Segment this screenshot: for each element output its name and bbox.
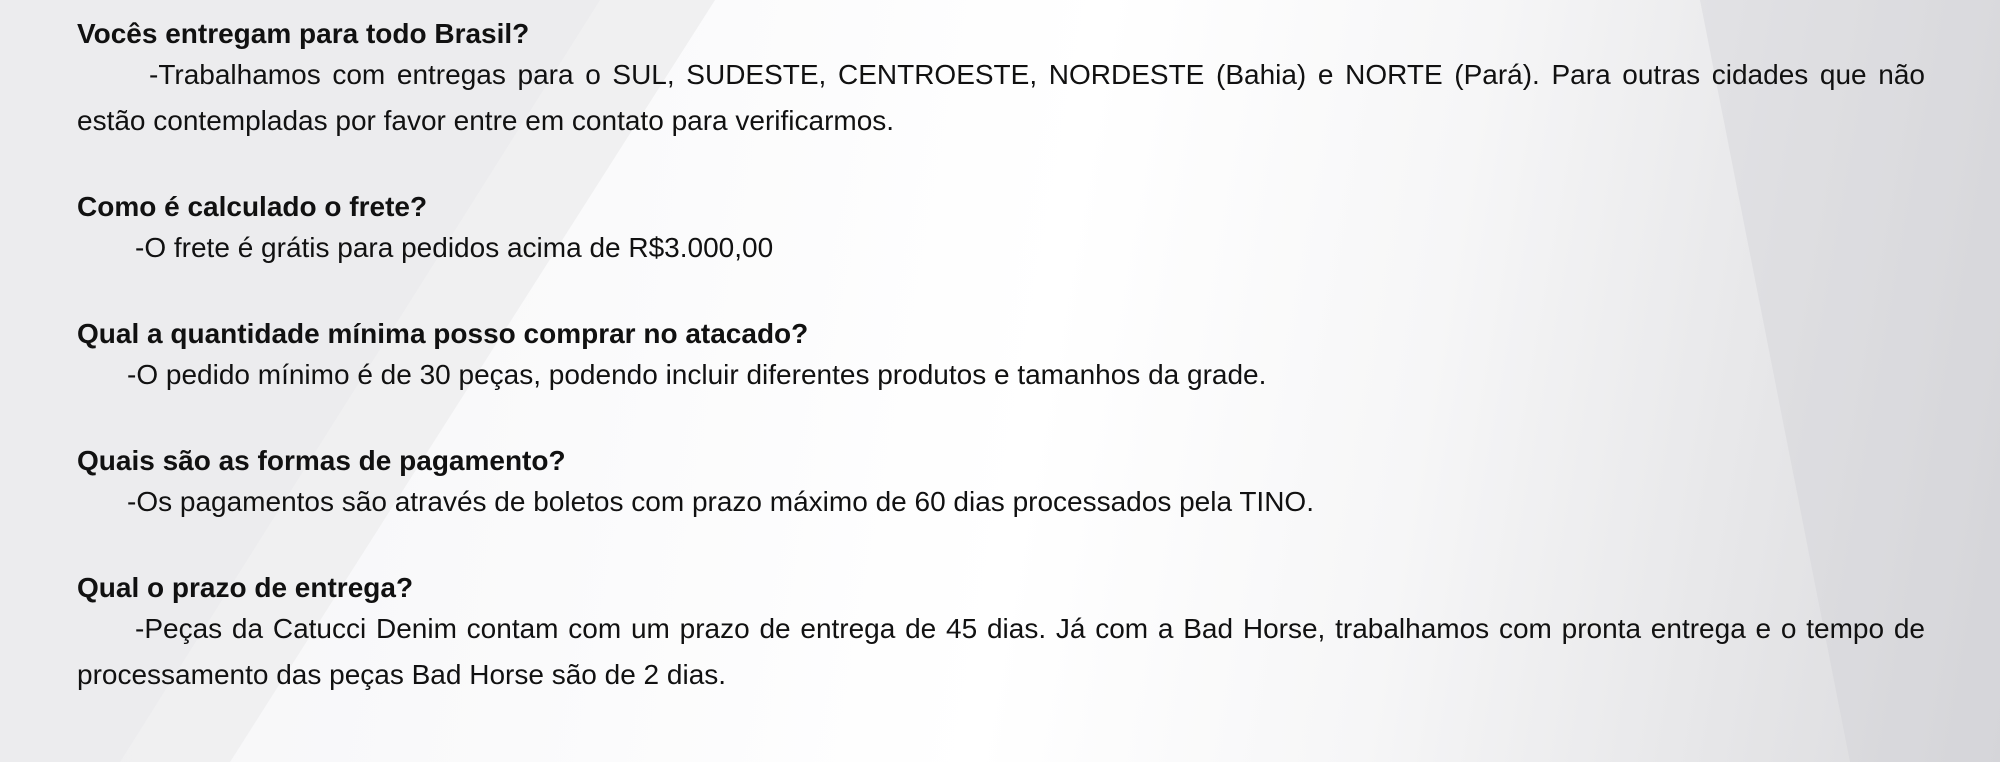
faq-answer: -Os pagamentos são através de boletos com prazo máximo de 60 dias processados pela TINO. <box>127 486 1314 517</box>
faq-item <box>77 443 1925 525</box>
faq-item <box>77 316 1925 398</box>
faq-answer: -O frete é grátis para pedidos acima de R$3.000,00 <box>135 232 774 263</box>
faq-question: Vocês entregam para todo Brasil? <box>77 18 530 49</box>
faq-question: Como é calculado o frete? <box>77 191 428 222</box>
faq-item <box>77 16 1925 144</box>
faq-item <box>77 189 1925 271</box>
faq-item <box>77 570 1925 698</box>
faq-question: Qual a quantidade mínima posso comprar no atacado? <box>77 318 809 349</box>
faq-answer: -Trabalhamos com entregas para o SUL, SUDESTE, CENTROESTE, NORDESTE (Bahia) e NORTE (Pará). Para outras cidades que não estão contempladas por favor entre em contato para verificarmos. <box>77 59 1925 136</box>
faq-answer: -Peças da Catucci Denim contam com um prazo de entrega de 45 dias. Já com a Bad Horse, trabalhamos com pronta entrega e o tempo de processamento das peças Bad Horse são de 2 dias. <box>77 613 1925 690</box>
faq-answer: -O pedido mínimo é de 30 peças, podendo incluir diferentes produtos e tamanhos da grade. <box>127 359 1267 390</box>
faq-section <box>77 16 1925 698</box>
faq-question: Qual o prazo de entrega? <box>77 572 414 603</box>
faq-question: Quais são as formas de pagamento? <box>77 445 566 476</box>
